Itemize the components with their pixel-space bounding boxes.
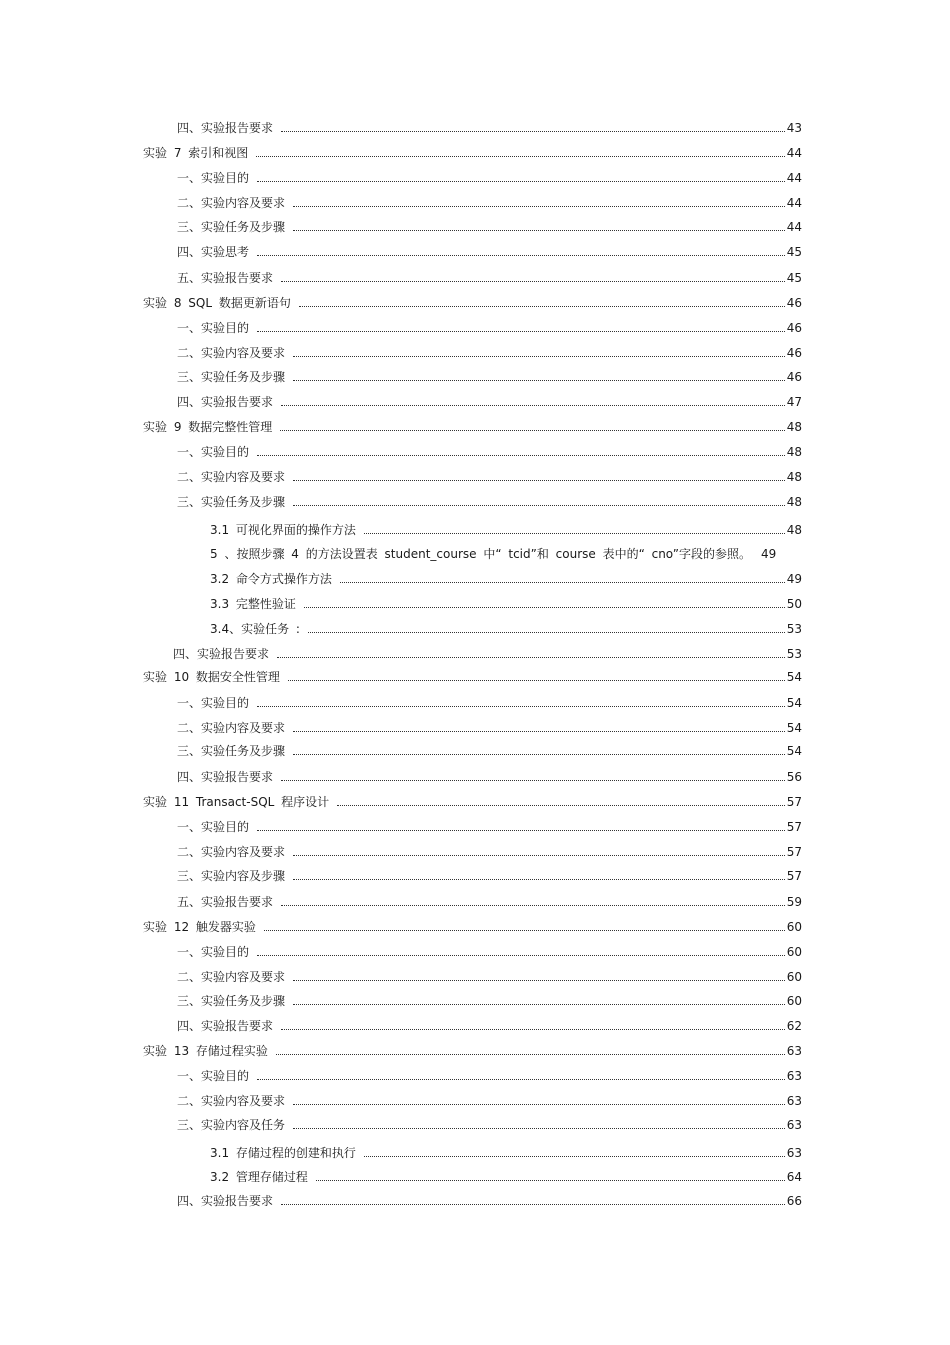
dot-leader	[364, 1156, 785, 1157]
toc-entry-title: 二、实验内容及要求	[177, 470, 286, 484]
toc-entry-page: 54	[786, 721, 802, 735]
toc-entry-title: 五、实验报告要求	[177, 271, 274, 285]
toc-entry-title: 四、实验思考	[177, 245, 250, 259]
dot-leader	[257, 706, 785, 707]
toc-entry[interactable]	[210, 545, 802, 561]
toc-entry[interactable]	[177, 719, 802, 735]
toc-entry-title: 二、实验内容及要求	[177, 970, 286, 984]
toc-entry[interactable]	[143, 918, 802, 934]
toc-entry-title: 三、实验任务及步骤	[177, 370, 286, 384]
dot-leader	[316, 1180, 785, 1181]
toc-entry[interactable]	[143, 668, 802, 684]
toc-entry-title: 3.2 管理存储过程	[210, 1170, 308, 1184]
toc-entry[interactable]	[210, 620, 802, 636]
toc-entry-title: 实验 9 数据完整性管理	[143, 420, 273, 434]
dot-leader	[293, 230, 785, 231]
toc-entry-page: 63	[786, 1069, 802, 1083]
toc-entry-page: 47	[786, 395, 802, 409]
toc-entry-page: 44	[786, 146, 802, 160]
dot-leader	[293, 980, 785, 981]
toc-entry[interactable]	[177, 194, 802, 210]
dot-leader	[293, 206, 785, 207]
dot-leader	[257, 955, 785, 956]
toc-entry-title: 三、实验内容及任务	[177, 1118, 286, 1132]
toc-entry[interactable]	[177, 169, 802, 185]
toc-entry-title: 实验 13 存储过程实验	[143, 1044, 268, 1058]
toc-entry[interactable]	[177, 968, 802, 984]
dot-leader	[257, 255, 785, 256]
toc-entry-page: 46	[786, 296, 802, 310]
toc-entry-page: 53	[786, 647, 802, 661]
toc-entry-page: 66	[786, 1194, 802, 1208]
dot-leader	[264, 930, 785, 931]
toc-entry-page: 46	[786, 370, 802, 384]
dot-leader	[257, 331, 785, 332]
toc-entry-page: 60	[786, 945, 802, 959]
dot-leader	[281, 1204, 785, 1205]
toc-entry-page: 49	[786, 572, 802, 586]
dot-leader	[281, 780, 785, 781]
dot-leader	[364, 533, 785, 534]
toc-entry-page: 43	[786, 121, 802, 135]
toc-entry[interactable]	[177, 843, 802, 859]
toc-entry-title: 3.3 完整性验证	[210, 597, 296, 611]
toc-entry-title: 实验 11 Transact-SQL 程序设计	[143, 795, 330, 809]
toc-entry-title: 三、实验内容及步骤	[177, 869, 286, 883]
toc-entry-page: 49	[760, 547, 777, 561]
toc-entry-title: 二、实验内容及要求	[177, 1094, 286, 1108]
dot-leader	[281, 405, 785, 406]
toc-entry-title: 3.2 命令方式操作方法	[210, 572, 332, 586]
toc-entry-title: 四、实验报告要求	[177, 121, 274, 135]
toc-entry-page: 48	[786, 420, 802, 434]
toc-entry-page: 45	[786, 271, 802, 285]
toc-entry-page: 57	[786, 845, 802, 859]
toc-entry[interactable]	[177, 1067, 802, 1083]
toc-entry-page: 57	[786, 869, 802, 883]
toc-entry[interactable]	[177, 269, 802, 285]
toc-entry-title: 二、实验内容及要求	[177, 721, 286, 735]
toc-entry-title: 三、实验任务及步骤	[177, 744, 286, 758]
toc-entry-title: 五、实验报告要求	[177, 895, 274, 909]
toc-entry-page: 63	[786, 1118, 802, 1132]
toc-entry[interactable]	[177, 1192, 802, 1208]
toc-entry-page: 50	[786, 597, 802, 611]
toc-entry[interactable]	[143, 793, 802, 809]
dot-leader	[257, 455, 785, 456]
dot-leader	[293, 505, 785, 506]
dot-leader	[293, 1104, 785, 1105]
dot-leader	[337, 805, 785, 806]
toc-entry[interactable]	[177, 443, 802, 459]
toc-entry-page: 60	[786, 970, 802, 984]
toc-entry-title: 一、实验目的	[177, 445, 250, 459]
toc-entry[interactable]	[177, 368, 802, 384]
toc-entry[interactable]	[143, 144, 802, 160]
toc-entry-page: 44	[786, 220, 802, 234]
toc-entry[interactable]	[143, 418, 802, 434]
dot-leader	[277, 657, 785, 658]
toc-entry[interactable]	[143, 294, 802, 310]
toc-entry-title: 一、实验目的	[177, 696, 250, 710]
dot-leader	[293, 1128, 785, 1129]
dot-leader	[299, 306, 785, 307]
toc-entry[interactable]	[177, 992, 802, 1008]
dot-leader	[293, 480, 785, 481]
toc-entry-page: 64	[786, 1170, 802, 1184]
toc-entry-page: 48	[786, 495, 802, 509]
toc-entry[interactable]	[177, 468, 802, 484]
toc-entry-title: 一、实验目的	[177, 171, 250, 185]
toc-entry-page: 57	[786, 820, 802, 834]
dot-leader	[281, 1029, 785, 1030]
toc-entry-title: 三、实验任务及步骤	[177, 495, 286, 509]
toc-entry[interactable]	[177, 319, 802, 335]
dot-leader	[304, 607, 785, 608]
toc-entry-title: 二、实验内容及要求	[177, 196, 286, 210]
dot-leader	[256, 156, 784, 157]
dot-leader	[293, 754, 785, 755]
toc-entry-title: 一、实验目的	[177, 321, 250, 335]
toc-entry[interactable]	[210, 1144, 802, 1160]
dot-leader	[293, 855, 785, 856]
dot-leader	[293, 879, 785, 880]
toc-entry[interactable]	[210, 521, 802, 537]
toc-entry-page: 57	[786, 795, 802, 809]
toc-entry[interactable]	[177, 867, 802, 883]
toc-entry[interactable]	[177, 243, 802, 259]
toc-entry[interactable]	[177, 493, 802, 509]
dot-leader	[293, 731, 785, 732]
toc-entry-title: 二、实验内容及要求	[177, 346, 286, 360]
toc-entry[interactable]	[210, 595, 802, 611]
toc-entry-title: 一、实验目的	[177, 820, 250, 834]
dot-leader	[293, 356, 785, 357]
toc-entry-page: 48	[786, 445, 802, 459]
toc-entry-title: 三、实验任务及步骤	[177, 220, 286, 234]
toc-entry[interactable]	[177, 1092, 802, 1108]
toc-entry-title: 四、实验报告要求	[177, 1019, 274, 1033]
dot-leader	[281, 131, 785, 132]
toc-entry-page: 60	[786, 920, 802, 934]
toc-entry-title: 四、实验报告要求	[177, 395, 274, 409]
toc-entry-title: 二、实验内容及要求	[177, 845, 286, 859]
toc-entry-title: 四、实验报告要求	[177, 770, 274, 784]
toc-entry[interactable]	[177, 1116, 802, 1132]
toc-entry-title: 3.1 存储过程的创建和执行	[210, 1146, 356, 1160]
toc-entry-page: 54	[786, 696, 802, 710]
toc-entry-title: 一、实验目的	[177, 1069, 250, 1083]
toc-entry-title: 四、实验报告要求	[177, 1194, 274, 1208]
toc-entry-page: 63	[786, 1094, 802, 1108]
toc-entry[interactable]	[177, 818, 802, 834]
toc-entry-title: 5 、按照步骤 4 的方法设置表 student_course 中“ tcid”和 course 表中的“ cno”字段的参照。	[210, 547, 751, 561]
toc-entry-page: 45	[786, 245, 802, 259]
toc-entry-title: 3.1 可视化界面的操作方法	[210, 523, 356, 537]
toc-entry[interactable]	[177, 742, 802, 758]
dot-leader	[288, 680, 785, 681]
toc-entry-page: 60	[786, 994, 802, 1008]
toc-entry-page: 44	[786, 196, 802, 210]
toc-entry-title: 实验 8 SQL 数据更新语句	[143, 296, 291, 310]
toc-entry-page: 48	[786, 523, 802, 537]
toc-entry-page: 63	[786, 1146, 802, 1160]
toc-entry[interactable]	[177, 694, 802, 710]
dot-leader	[308, 632, 785, 633]
toc-entry-title: 实验 10 数据安全性管理	[143, 670, 280, 684]
dot-leader	[340, 582, 785, 583]
toc-entry-title: 三、实验任务及步骤	[177, 994, 286, 1008]
toc-entry-page: 46	[786, 321, 802, 335]
dot-leader	[281, 905, 785, 906]
toc-entry-title: 实验 12 触发器实验	[143, 920, 256, 934]
dot-leader	[257, 830, 785, 831]
dot-leader	[281, 281, 785, 282]
toc-entry-title: 四、实验报告要求	[173, 647, 270, 661]
toc-entry[interactable]	[177, 893, 802, 909]
toc-entry[interactable]	[210, 1168, 802, 1184]
toc-entry[interactable]	[177, 119, 802, 135]
toc-entry-title: 一、实验目的	[177, 945, 250, 959]
toc-entry-page: 56	[786, 770, 802, 784]
toc-entry-page: 54	[786, 670, 802, 684]
toc-entry-page: 62	[786, 1019, 802, 1033]
toc-entry[interactable]	[173, 645, 802, 661]
dot-leader	[293, 380, 785, 381]
toc-entry-page: 46	[786, 346, 802, 360]
dot-leader	[280, 430, 784, 431]
toc-entry[interactable]	[177, 344, 802, 360]
toc-entry[interactable]	[210, 570, 802, 586]
toc-entry-page: 53	[786, 622, 802, 636]
dot-leader	[276, 1054, 785, 1055]
toc-entry-page: 63	[786, 1044, 802, 1058]
toc-entry-title: 3.4、实验任务 :	[210, 622, 300, 636]
toc-entry-page: 59	[786, 895, 802, 909]
toc-entry[interactable]	[177, 393, 802, 409]
toc-entry[interactable]	[177, 768, 802, 784]
toc-entry-title: 实验 7 索引和视图	[143, 146, 249, 160]
dot-leader	[257, 181, 785, 182]
toc-entry[interactable]	[177, 218, 802, 234]
dot-leader	[293, 1004, 785, 1005]
toc-entry[interactable]	[177, 1017, 802, 1033]
dot-leader	[257, 1079, 785, 1080]
toc-entry-page: 44	[786, 171, 802, 185]
toc-entry[interactable]	[143, 1042, 802, 1058]
toc-entry-page: 48	[786, 470, 802, 484]
toc-entry-page: 54	[786, 744, 802, 758]
toc-entry[interactable]	[177, 943, 802, 959]
